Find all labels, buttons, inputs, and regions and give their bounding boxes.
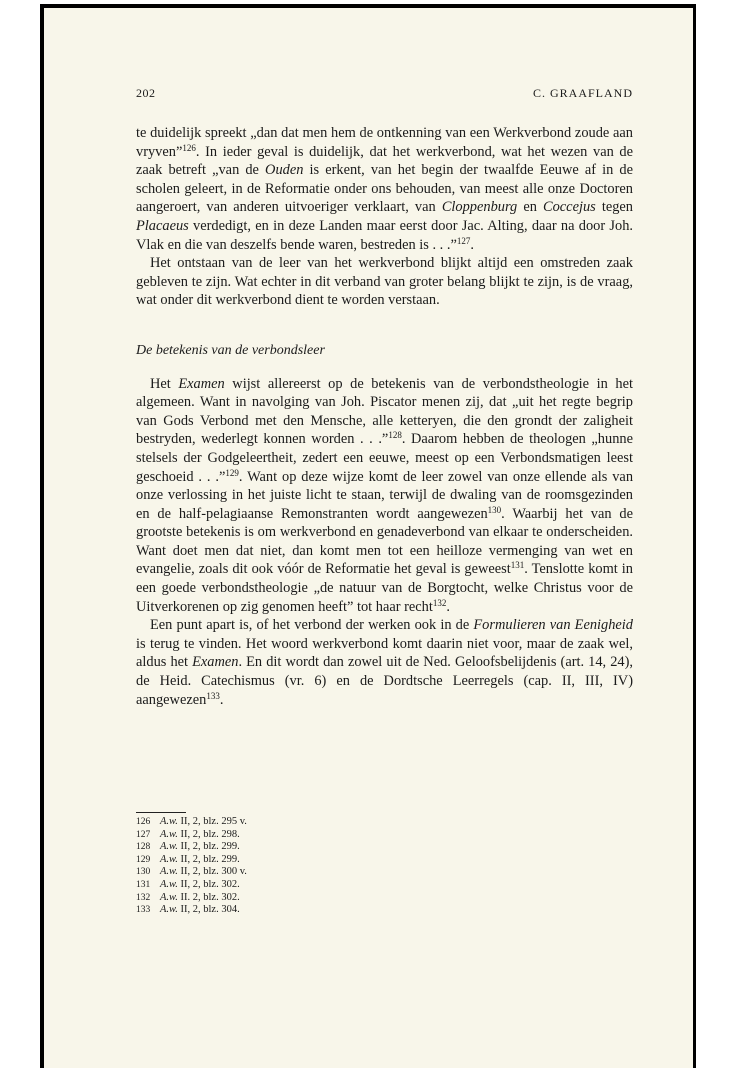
footnotes: [136, 812, 386, 917]
footnote: 130 A.w. II, 2, blz. 300 v.: [136, 866, 247, 878]
footnote-ref-127[interactable]: 127: [456, 235, 471, 246]
footnote-rule: [136, 812, 186, 813]
footnote-ref-133[interactable]: 133: [206, 690, 220, 701]
footnote: 129 A.w. II, 2, blz. 299.: [136, 853, 240, 865]
running-title: C. GRAAFLAND: [532, 86, 633, 100]
paragraph-4: Een punt apart is, of het verbond der werken ook in de Formulieren van Eenigheid is terug te vinden. Het woord werkverbond komt daarin niet voor, maar de zaak wel, aldus het Examen. En dit wordt dan zowel uit de Ned. Geloofsbelijdenis (art. 14, 24), de Heid. Catechismus (vr. 6) en de Dordtsche Leerregels (cap. II, III, IV) aangewezen$^{133}$.: [136, 617, 634, 708]
footnote-ref-128[interactable]: 128: [388, 430, 402, 441]
footnote-ref-131[interactable]: 131: [510, 560, 525, 571]
scan-border-top: [40, 4, 695, 8]
footnote: 131 A.w. II, 2, blz. 302.: [136, 878, 240, 890]
body-text: [136, 124, 633, 709]
paragraph-3: Het Examen wijst allereerst op de betekenis van de verbondstheologie in het algemeen. Want in navolging van Joh. Piscator menen zij, dat „uit het regte begrip van Gods Verbond met den Mensche, alle ketteryen, die den grondt der zaligheit bestryden, wederlegt konnen worden . . .”$^{128}$. Daarom hebben de theologen „hunne stelsels der Godgeleertheit, zedert een eeuwe, meest op een Verbondsmatigen leest geschoeid . . .”$^{129}$. Want op deze wijze komt de leer zowel van onze ellende als van onze verlossing in het juiste licht te staan, terwijl de dwaling van de roomsgezinden en de half-pelagiaanse Remonstranten wordt aangewezen$^{130}$. Waarbij het van de grootste betekenis is om werkverbond en genadeverbond van elkaar te onderscheiden. Want doet men dat niet, dan komt men tot een heilloze vermenging van wet en evangelie, zoals dit ook vóór de Reformatie het geval is geweest$^{131}$. Tenslotte komt in een goede verbondstheologie „de natuur van de Borgtocht, welke Christus voor de Uitverkorenen op zig genomen heeft” tot haar recht$^{132}$.: [136, 375, 634, 615]
footnote: 127 A.w. II, 2, blz. 298.: [136, 828, 240, 840]
paragraph-1: te duidelijk spreekt „dan dat men hem de ontkenning van een Werkverbond zoude aan vryven”$^{126}$. In ieder geval is duidelijk, dat het werkverbond, wat het wezen van de zaak betreft „van de Ouden is erkent, van het begin der twaalfde Eeuwe af in de scholen geleert, in de Reformatie onder ons behouden, van meest alle onze Doctoren aangeroert, van anderen uitvoeriger verklaart, van Cloppenburg en Coccejus tegen Placaeus verdedigt, en in deze Landen maar eerst door Jac. Alting, daar na door Joh. Vlak en die van deszelfs bende waren, bestreden is . . .”$^{127}$.: [136, 125, 634, 253]
footnote: 128 A.w. II, 2, blz. 299.: [136, 841, 240, 853]
footnote-ref-126[interactable]: 126: [182, 142, 196, 153]
footnote: 133 A.w. II, 2, blz. 304.: [136, 904, 240, 916]
footnote-ref-132[interactable]: 132: [432, 597, 447, 608]
scan-border-left: [40, 4, 44, 1068]
page-number: 202: [136, 86, 156, 100]
paragraph-2: Het ontstaan van de leer van het werkverbond blijkt altijd een omstreden zaak gebleven te zijn. Wat echter in dit verband van groter belang blijkt te zijn, is de vraag, wat onder dit werkverbond dient te worden verstaan.: [136, 255, 633, 309]
footnote: 126 A.w. II, 2, blz. 295 v.: [136, 816, 247, 827]
scan-border-right: [693, 4, 696, 1068]
footnote: 132 A.w. II. 2, blz. 302.: [136, 891, 240, 903]
section-heading: De betekenis van de verbondsleer: [136, 342, 325, 358]
footnote-ref-130[interactable]: 130: [487, 504, 502, 515]
footnote-ref-129[interactable]: 129: [225, 467, 239, 478]
